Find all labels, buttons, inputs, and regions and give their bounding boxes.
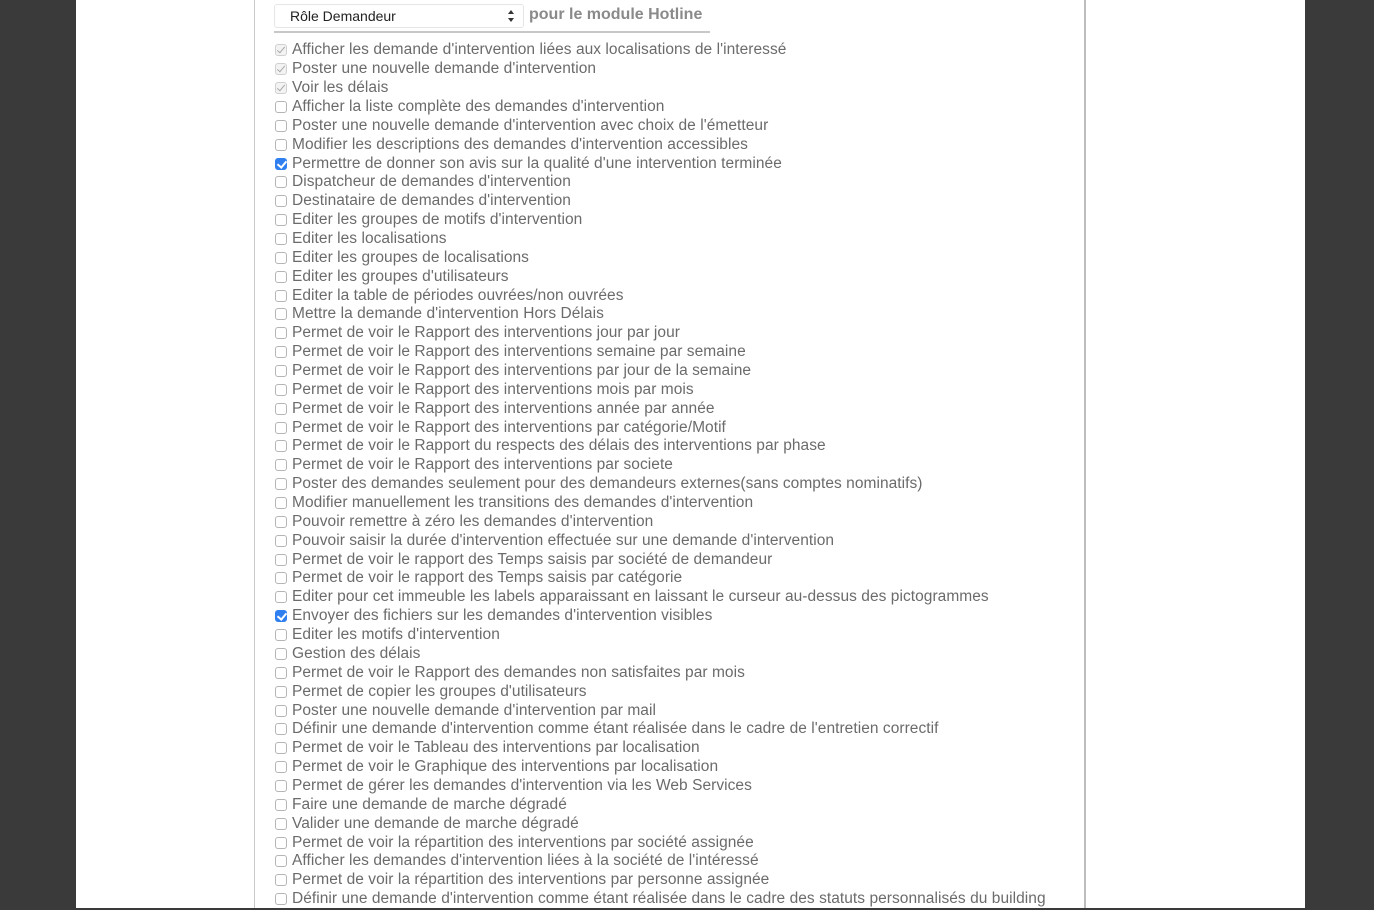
permission-item[interactable]	[275, 362, 1086, 381]
permission-item	[275, 79, 1086, 98]
permission-item	[275, 41, 1086, 60]
permission-item[interactable]	[275, 475, 1086, 494]
permission-checkbox[interactable]	[275, 308, 287, 320]
permission-checkbox[interactable]	[275, 516, 287, 528]
permission-item[interactable]	[275, 267, 1086, 286]
permission-item[interactable]	[275, 116, 1086, 135]
permission-label: Dispatcheur de demandes d'intervention	[292, 173, 571, 191]
permission-item[interactable]	[275, 286, 1086, 305]
permission-item[interactable]	[275, 777, 1086, 796]
permission-item[interactable]	[275, 154, 1086, 173]
permission-item[interactable]	[275, 98, 1086, 117]
permission-item[interactable]	[275, 399, 1086, 418]
permission-checkbox[interactable]	[275, 422, 287, 434]
permission-item[interactable]	[275, 305, 1086, 324]
permission-label: Permettre de donner son avis sur la qualité d'une intervention terminée	[292, 154, 782, 172]
permission-checkbox[interactable]	[275, 271, 287, 283]
permission-item[interactable]	[275, 814, 1086, 833]
permission-item[interactable]	[275, 758, 1086, 777]
permission-item[interactable]	[275, 343, 1086, 362]
permission-checkbox[interactable]	[275, 686, 287, 698]
permission-label: Editer les groupes de motifs d'intervention	[292, 211, 583, 229]
page-sheet	[76, 0, 1305, 908]
permission-label: Destinataire de demandes d'intervention	[292, 192, 571, 210]
permission-checkbox[interactable]	[275, 195, 287, 207]
permission-item[interactable]	[275, 663, 1086, 682]
role-select-value: Rôle Demandeur	[290, 8, 396, 24]
permission-label: Envoyer des fichiers sur les demandes d'intervention visibles	[292, 607, 713, 625]
permission-label: Gestion des délais	[292, 644, 421, 662]
permission-checkbox[interactable]	[275, 780, 287, 792]
permission-item[interactable]	[275, 211, 1086, 230]
permission-checkbox[interactable]	[275, 440, 287, 452]
permission-item[interactable]	[275, 720, 1086, 739]
permission-checkbox[interactable]	[275, 384, 287, 396]
permission-item[interactable]	[275, 645, 1086, 664]
permission-checkbox	[275, 63, 287, 75]
permission-item[interactable]	[275, 248, 1086, 267]
permission-checkbox[interactable]	[275, 705, 287, 717]
permission-checkbox	[275, 44, 287, 56]
permission-label: Permet de voir le Rapport des interventions semaine par semaine	[292, 343, 746, 361]
permission-item[interactable]	[275, 795, 1086, 814]
permission-label: Permet de voir le Graphique des interventions par localisation	[292, 758, 719, 776]
permission-checkbox[interactable]	[275, 610, 287, 622]
permission-label: Editer pour cet immeuble les labels apparaissant en laissant le curseur au-dessus des pictogrammes	[292, 588, 989, 606]
permission-label: Poster une nouvelle demande d'intervention	[292, 60, 597, 78]
permission-item[interactable]	[275, 531, 1086, 550]
select-arrows-icon	[507, 9, 515, 23]
permission-checkbox[interactable]	[275, 459, 287, 471]
permissions-panel	[254, 0, 1086, 908]
permission-item[interactable]	[275, 871, 1086, 890]
permission-checkbox[interactable]	[275, 554, 287, 566]
permission-checkbox[interactable]	[275, 365, 287, 377]
permission-label: Permet de voir le Rapport des interventions par societe	[292, 456, 673, 474]
permission-checkbox[interactable]	[275, 158, 287, 170]
permission-label: Poster des demandes seulement pour des demandeurs externes(sans comptes nominatifs)	[292, 475, 923, 493]
permission-item[interactable]	[275, 230, 1086, 249]
permission-checkbox[interactable]	[275, 252, 287, 264]
module-label: pour le module Hotline	[529, 6, 703, 23]
permission-label: Permet de voir le rapport des Temps saisis par société de demandeur	[292, 550, 773, 568]
permission-item[interactable]	[275, 701, 1086, 720]
permission-checkbox[interactable]	[275, 290, 287, 302]
permission-checkbox[interactable]	[275, 837, 287, 849]
role-header	[274, 4, 710, 33]
permission-checkbox[interactable]	[275, 214, 287, 226]
permission-item[interactable]	[275, 494, 1086, 513]
permission-checkbox[interactable]	[275, 629, 287, 641]
permission-label: Editer les localisations	[292, 230, 447, 248]
permission-label: Afficher les demandes d'intervention liées à la société de l'intéressé	[292, 852, 759, 870]
permission-item[interactable]	[275, 512, 1086, 531]
permission-checkbox[interactable]	[275, 176, 287, 188]
permission-list	[275, 41, 1086, 908]
permission-item[interactable]	[275, 833, 1086, 852]
permission-checkbox[interactable]	[275, 855, 287, 867]
permission-label: Permet de voir le Rapport des interventions année par année	[292, 399, 715, 417]
permission-item[interactable]	[275, 135, 1086, 154]
role-select[interactable]	[274, 4, 524, 28]
permission-checkbox[interactable]	[275, 139, 287, 151]
permission-checkbox[interactable]	[275, 101, 287, 113]
permission-item[interactable]	[275, 192, 1086, 211]
permission-label: Permet de copier les groupes d'utilisateurs	[292, 682, 587, 700]
permission-label: Permet de gérer les demandes d'intervention via les Web Services	[292, 776, 752, 794]
permission-checkbox[interactable]	[275, 723, 287, 735]
permission-checkbox[interactable]	[275, 327, 287, 339]
permission-item[interactable]	[275, 739, 1086, 758]
permission-checkbox[interactable]	[275, 233, 287, 245]
permission-label: Editer les groupes d'utilisateurs	[292, 267, 509, 285]
permission-item[interactable]	[275, 890, 1086, 908]
permission-item[interactable]	[275, 588, 1086, 607]
permission-label: Editer les motifs d'intervention	[292, 626, 500, 644]
permission-item[interactable]	[275, 569, 1086, 588]
permission-label: Définir une demande d'intervention comme étant réalisée dans le cadre des statuts personnalisés du building	[292, 890, 1046, 908]
permission-label: Permet de voir le Rapport du respects des délais des interventions par phase	[292, 437, 826, 455]
permission-checkbox[interactable]	[275, 403, 287, 415]
permission-checkbox[interactable]	[275, 799, 287, 811]
permission-checkbox[interactable]	[275, 346, 287, 358]
permission-item[interactable]	[275, 173, 1086, 192]
permission-checkbox[interactable]	[275, 893, 287, 905]
permission-label: Poster une nouvelle demande d'intervention avec choix de l'émetteur	[292, 116, 769, 134]
permission-checkbox[interactable]	[275, 497, 287, 509]
permission-checkbox[interactable]	[275, 761, 287, 773]
permission-item[interactable]	[275, 437, 1086, 456]
permission-checkbox[interactable]	[275, 591, 287, 603]
permission-label: Permet de voir le Rapport des interventions par catégorie/Motif	[292, 418, 726, 436]
permission-checkbox[interactable]	[275, 478, 287, 490]
permission-item[interactable]	[275, 852, 1086, 871]
permission-label: Permet de voir la répartition des interventions par société assignée	[292, 833, 754, 851]
permission-label: Editer les groupes de localisations	[292, 248, 529, 266]
permission-label: Pouvoir remettre à zéro les demandes d'intervention	[292, 512, 654, 530]
permission-label: Modifier les descriptions des demandes d'intervention accessibles	[292, 135, 748, 153]
permission-item[interactable]	[275, 626, 1086, 645]
permission-label: Permet de voir la répartition des interventions par personne assignée	[292, 871, 770, 889]
permission-label: Voir les délais	[292, 79, 389, 97]
permission-label: Pouvoir saisir la durée d'intervention effectuée sur une demande d'intervention	[292, 531, 835, 549]
permission-label: Permet de voir le Rapport des interventions par jour de la semaine	[292, 362, 752, 380]
permission-item[interactable]	[275, 550, 1086, 569]
permission-label: Permet de voir le Tableau des interventions par localisation	[292, 739, 700, 757]
permission-checkbox[interactable]	[275, 572, 287, 584]
permission-item[interactable]	[275, 607, 1086, 626]
permission-item[interactable]	[275, 324, 1086, 343]
permission-label: Poster une nouvelle demande d'intervention par mail	[292, 701, 656, 719]
permission-label: Permet de voir le Rapport des interventions mois par mois	[292, 380, 694, 398]
permission-label: Permet de voir le rapport des Temps saisis par catégorie	[292, 569, 683, 587]
permission-label: Permet de voir le Rapport des interventions jour par jour	[292, 324, 680, 342]
permission-checkbox[interactable]	[275, 667, 287, 679]
permission-checkbox[interactable]	[275, 648, 287, 660]
permission-label: Afficher les demande d'intervention liées aux localisations de l'interessé	[292, 41, 787, 59]
permission-checkbox[interactable]	[275, 742, 287, 754]
permission-checkbox[interactable]	[275, 120, 287, 132]
permission-checkbox[interactable]	[275, 818, 287, 830]
permission-label: Faire une demande de marche dégradé	[292, 795, 567, 813]
permission-label: Mettre la demande d'intervention Hors Délais	[292, 305, 604, 323]
permission-item[interactable]	[275, 682, 1086, 701]
permission-item	[275, 60, 1086, 79]
permission-label: Permet de voir le Rapport des demandes non satisfaites par mois	[292, 663, 745, 681]
permission-checkbox[interactable]	[275, 874, 287, 886]
permission-checkbox[interactable]	[275, 535, 287, 547]
permission-checkbox	[275, 82, 287, 94]
permission-item[interactable]	[275, 380, 1086, 399]
permission-label: Afficher la liste complète des demandes d'intervention	[292, 98, 665, 115]
permission-item[interactable]	[275, 418, 1086, 437]
permission-label: Définir une demande d'intervention comme étant réalisée dans le cadre de l'entretien correctif	[292, 720, 939, 738]
permission-label: Modifier manuellement les transitions des demandes d'intervention	[292, 494, 754, 512]
permission-label: Valider une demande de marche dégradé	[292, 814, 579, 832]
permission-label: Editer la table de périodes ouvrées/non ouvrées	[292, 286, 624, 304]
permission-item[interactable]	[275, 456, 1086, 475]
